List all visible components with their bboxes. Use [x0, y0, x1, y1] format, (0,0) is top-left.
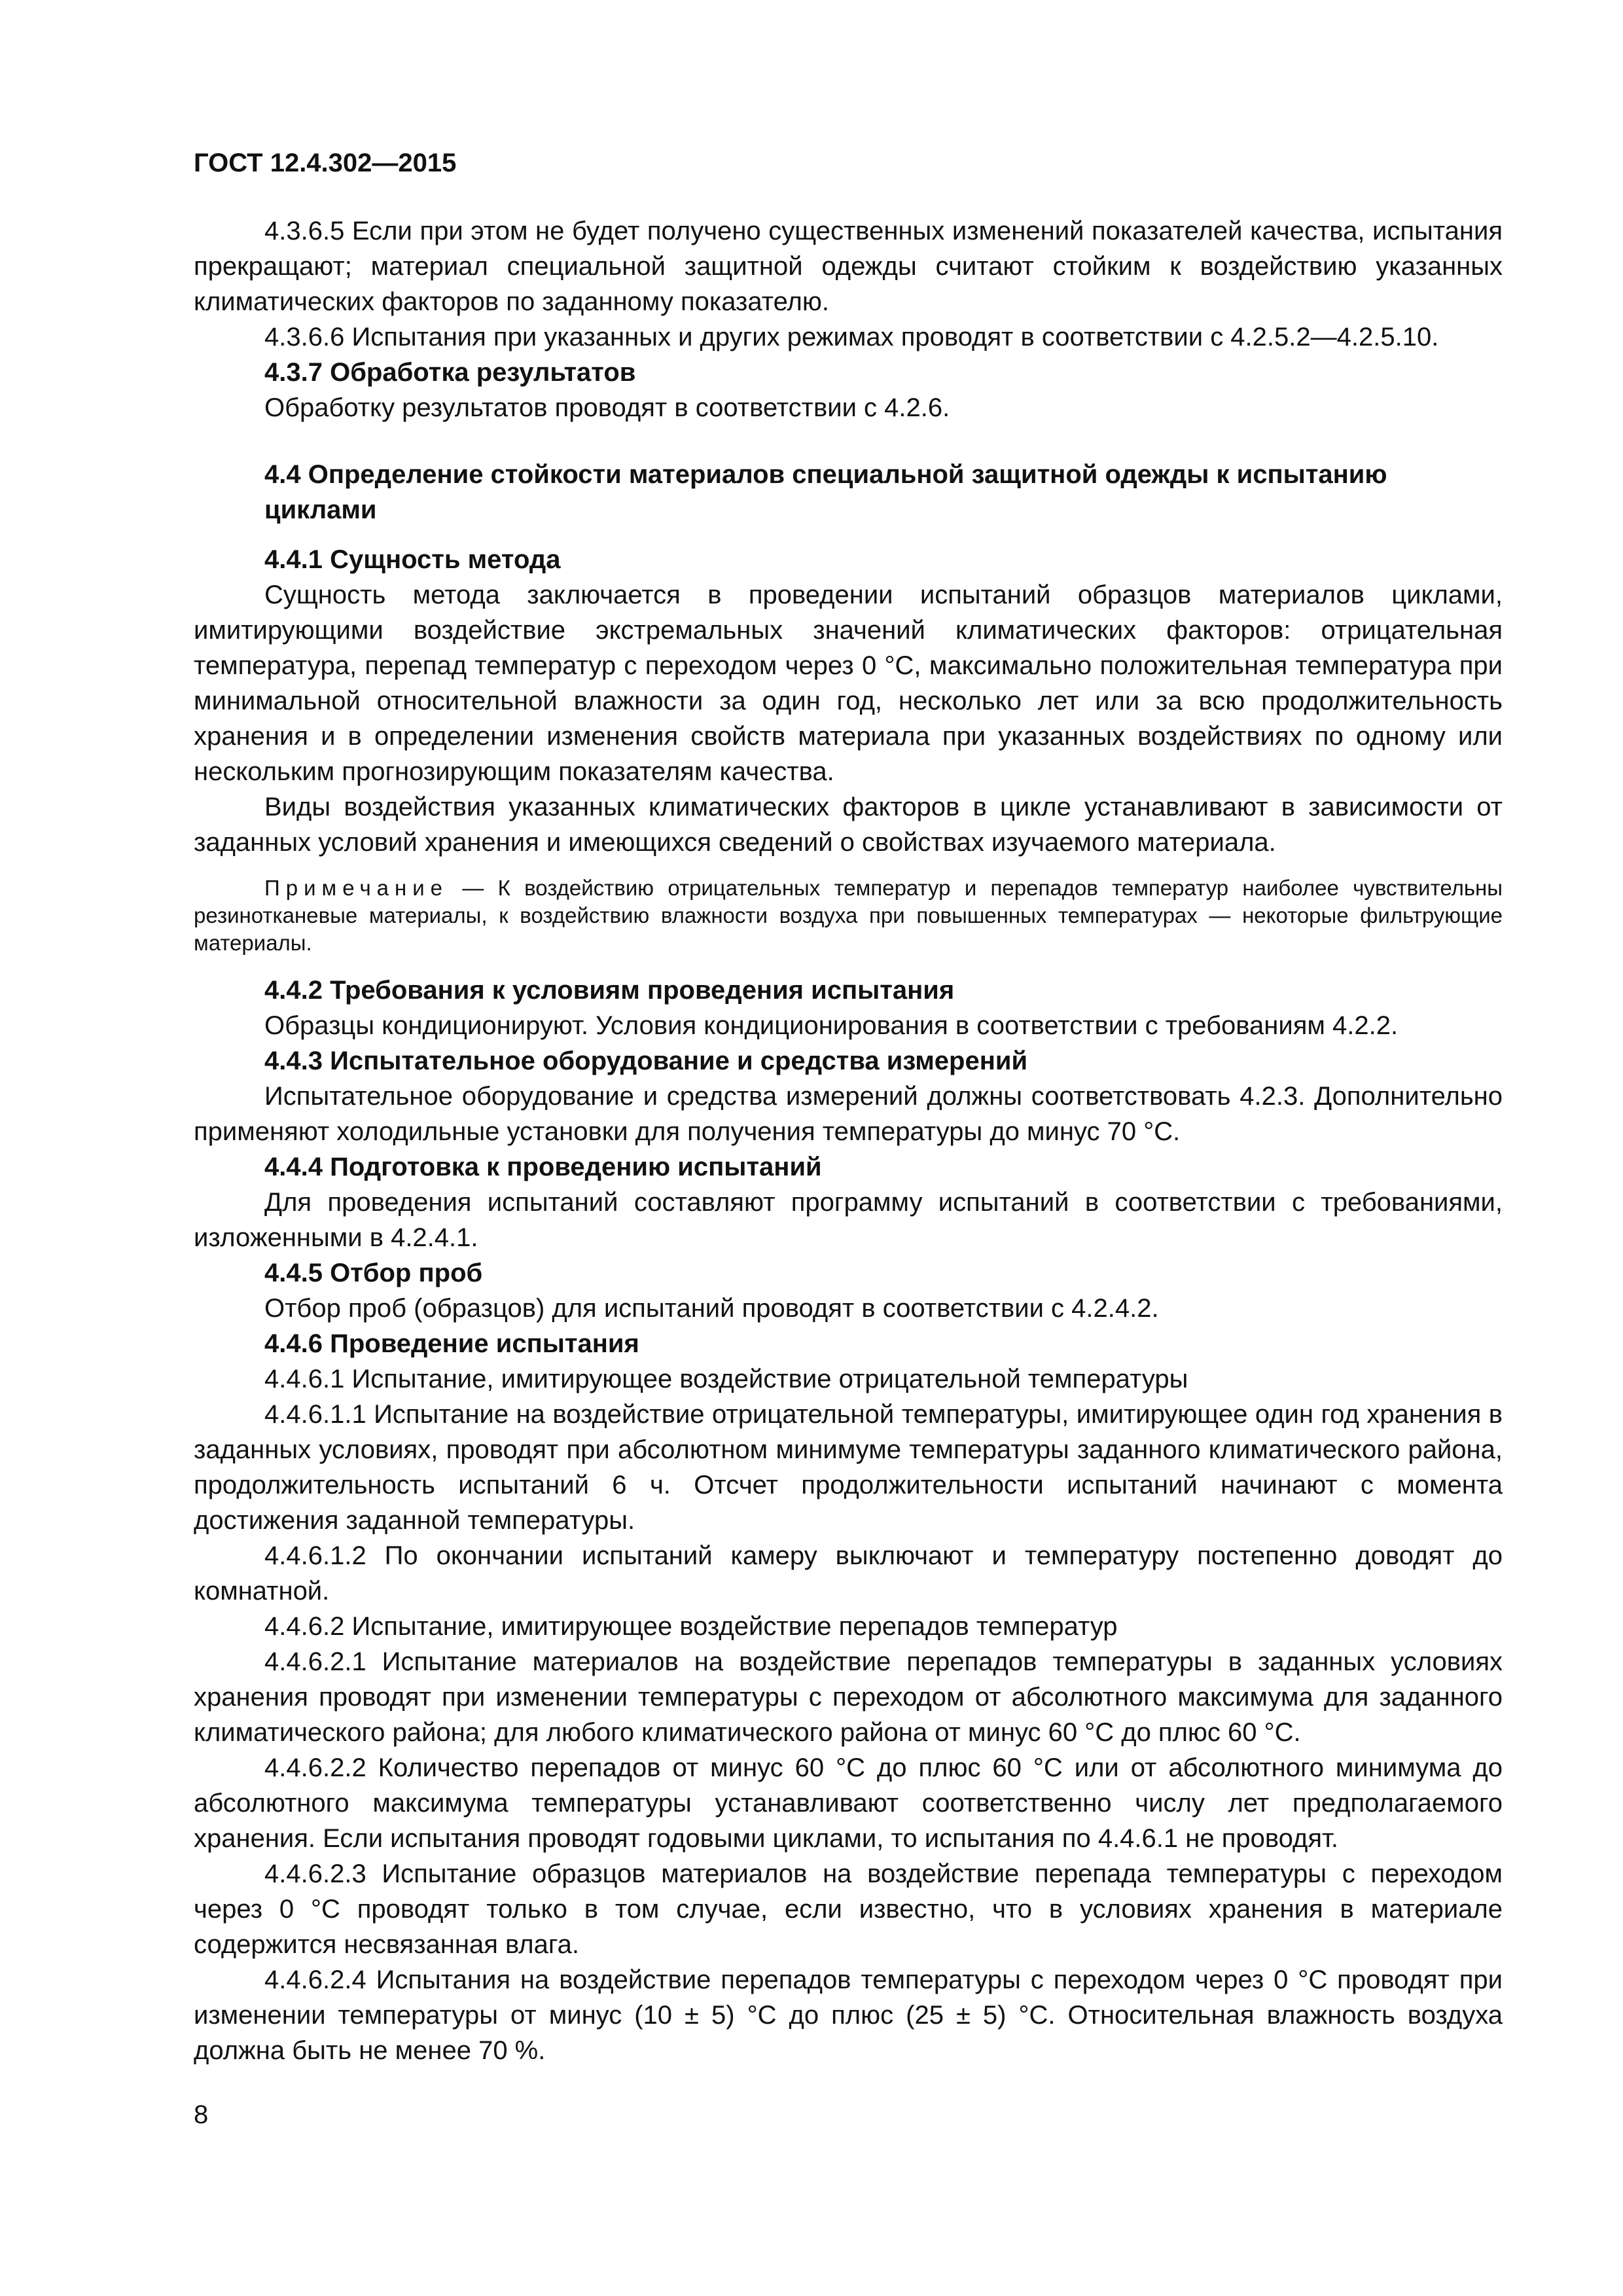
paragraph-4-3-6-6: 4.3.6.6 Испытания при указанных и других режимах проводят в соответствии с 4.2.5.2—4.2.5.10.: [264, 323, 1439, 351]
heading-4-4-2: 4.4.2 Требования к условиям проведения испытания: [264, 976, 955, 1005]
paragraph-4-4-6-2-2: 4.4.6.2.2 Количество перепадов от минус 60 °С до плюс 60 °С или от абсолютного минимума до абсолютного максимума температуры устанавливают соответственно числу лет предполагаемого хранения. Если испытания проводят годовыми циклами, то испытания по 4.4.6.1 не проводят.: [194, 1753, 1503, 1853]
paragraph-4-4-3: Испытательное оборудование и средства измерений должны соответствовать 4.2.3. Дополнительно применяют холодильные установки для получения температуры до минус 70 °С.: [194, 1082, 1503, 1146]
paragraph-4-4-6-1-2: 4.4.6.1.2 По окончании испытаний камеру выключают и температуру постепенно доводят до комнатной.: [194, 1541, 1503, 1605]
paragraph-4-3-7: Обработку результатов проводят в соответствии с 4.2.6.: [264, 393, 950, 422]
heading-4-4-3: 4.4.3 Испытательное оборудование и средства измерений: [264, 1047, 1028, 1075]
paragraph-4-4-6-2: 4.4.6.2 Испытание, имитирующее воздействие перепадов температур: [264, 1612, 1118, 1641]
heading-4-4-4: 4.4.4 Подготовка к проведению испытаний: [264, 1153, 822, 1181]
heading-4-4-5: 4.4.5 Отбор проб: [264, 1259, 483, 1287]
paragraph-4-4-6-2-3: 4.4.6.2.3 Испытание образцов материалов на воздействие перепада температуры с переходом через 0 °С проводят только в том случае, если известно, что в условиях хранения в материале содержится несвязанная влага.: [194, 1859, 1503, 1959]
note: [194, 874, 1503, 957]
paragraph-4-4-2: Образцы кондиционируют. Условия кондиционирования в соответствии с требованиям 4.2.2.: [264, 1011, 1399, 1040]
paragraph-4-4-6-1: 4.4.6.1 Испытание, имитирующее воздействие отрицательной температуры: [264, 1365, 1188, 1393]
document-page: [194, 147, 1503, 2068]
paragraph-4-4-6-2-4: 4.4.6.2.4 Испытания на воздействие перепадов температуры с переходом через 0 °С проводят при изменении температуры от минус (10 ± 5) °С до плюс (25 ± 5) °С. Относительная влажность воздуха должна быть не менее 70 %.: [194, 1965, 1503, 2065]
page-number: 8: [194, 2100, 209, 2129]
note-label: Примечание: [264, 876, 449, 900]
heading-4-4-1: 4.4.1 Сущность метода: [264, 545, 561, 574]
paragraph-4-4-1-b: Виды воздействия указанных климатических факторов в цикле устанавливают в зависимости от заданных условий хранения и имеющихся сведений о свойствах изучаемого материала.: [194, 793, 1503, 857]
document-code-header: ГОСТ 12.4.302—2015: [194, 149, 457, 177]
paragraph-4-4-6-1-1: 4.4.6.1.1 Испытание на воздействие отрицательной температуры, имитирующее один год хранения в заданных условиях, проводят при абсолютном минимуме температуры заданного климатического района, продолжительность испытаний 6 ч. Отсчет продолжительности испытаний начинают с момента достижения заданной температуры.: [194, 1400, 1503, 1535]
heading-4-4: 4.4 Определение стойкости материалов специальной защитной одежды к испытанию циклами: [264, 460, 1387, 524]
paragraph-4-4-4: Для проведения испытаний составляют программу испытаний в соответствии с требованиями, изложенными в 4.2.4.1.: [194, 1188, 1503, 1252]
note-text: — К воздействию отрицательных температур и перепадов температур наиболее чувствительны резинотканевые материалы, к воздействию влажности воздуха при повышенных температурах — некоторые фильтрующие материалы.: [194, 876, 1503, 955]
paragraph-4-3-6-5: 4.3.6.5 Если при этом не будет получено существенных изменений показателей качества, испытания прекращают; материал специальной защитной одежды считают стойким к воздействию указанных климатических факторов по заданному показателю.: [194, 217, 1503, 316]
paragraph-4-4-6-2-1: 4.4.6.2.1 Испытание материалов на воздействие перепадов температуры в заданных условиях хранения проводят при изменении температуры с переходом от абсолютного максимума для заданного климатического района; для любого климатического района от минус 60 °С до плюс 60 °С.: [194, 1647, 1503, 1747]
paragraph-4-4-1-a: Сущность метода заключается в проведении испытаний образцов материалов циклами, имитирующими воздействие экстремальных значений климатических факторов: отрицательная температура, перепад температур с переходом через 0 °С, максимально положительная температура при минимальной относительной влажности за один год, несколько лет или за всю продолжительность хранения и в определении изменения свойств материала при указанных воздействиях по одному или нескольким прогнозирующим показателям качества.: [194, 581, 1503, 786]
heading-4-3-7: 4.3.7 Обработка результатов: [264, 358, 636, 387]
paragraph-4-4-5: Отбор проб (образцов) для испытаний проводят в соответствии с 4.2.4.2.: [264, 1294, 1159, 1323]
heading-4-4-6: 4.4.6 Проведение испытания: [264, 1329, 639, 1358]
